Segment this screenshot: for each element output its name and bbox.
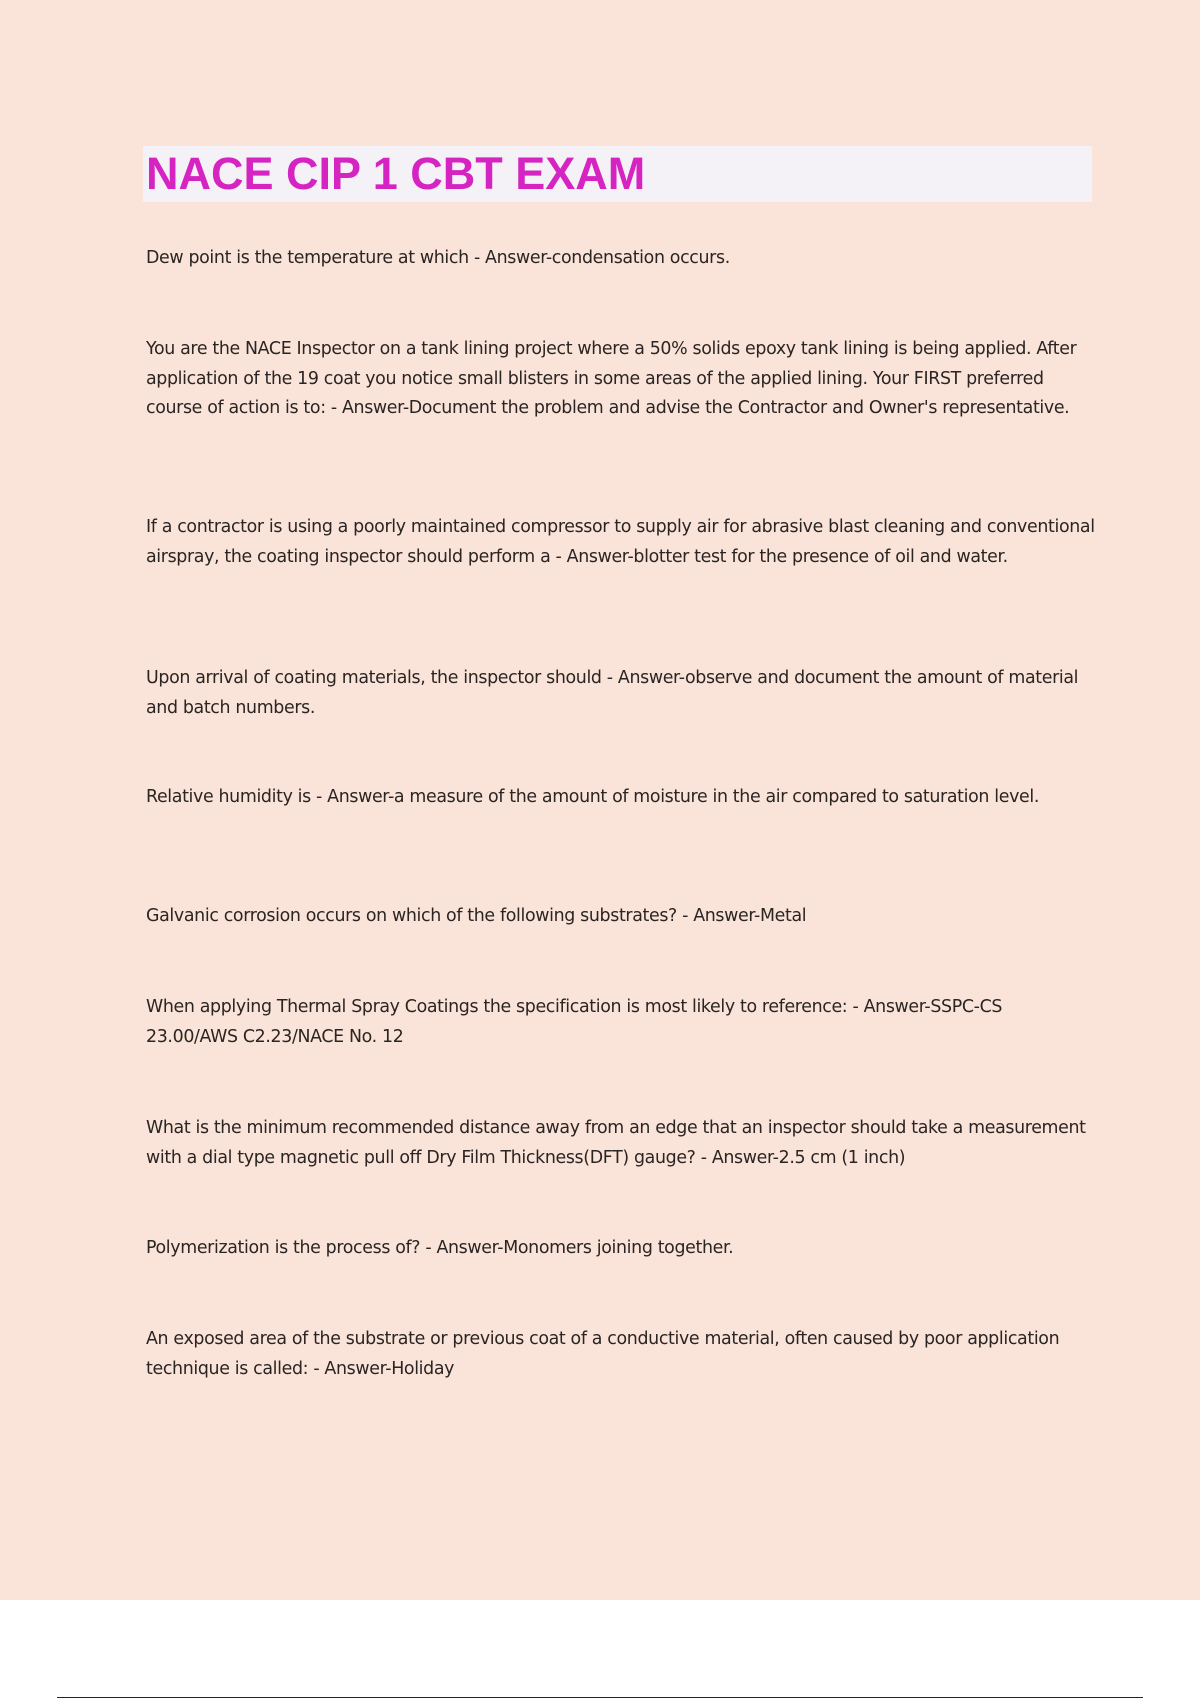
title-banner [143,146,1092,202]
qa-item-6: Galvanic corrosion occurs on which of the following substrates? - Answer-Metal [146,906,807,926]
qa-item-8: What is the minimum recommended distance away from an edge that an inspector should take a measurement with a dial type magnetic pull off Dry Film Thickness(DFT) gauge? - Answer-2.5 cm (1 inch) [146,1118,1086,1168]
document-title: NACE CIP 1 CBT EXAM [146,148,646,199]
qa-item-9: Polymerization is the process of? - Answer-Monomers joining together. [146,1238,734,1258]
qa-item-4: Upon arrival of coating materials, the inspector should - Answer-observe and document the amount of material and batch numbers. [146,668,1079,718]
qa-item-1: Dew point is the temperature at which - Answer-condensation occurs. [146,248,730,268]
qa-item-5: Relative humidity is - Answer-a measure of the amount of moisture in the air compared to saturation level. [146,787,1040,807]
qa-item-2: You are the NACE Inspector on a tank lining project where a 50% solids epoxy tank lining is being applied. After application of the 19 coat you notice small blisters in some areas of the applied lining. Your FIRST preferred course of action is to: - Answer-Document the problem and advise the Contractor and Owner's representative. [146,339,1077,418]
footer-divider [57,1697,1143,1698]
qa-item-10: An exposed area of the substrate or previous coat of a conductive material, often caused by poor application technique is called: - Answer-Holiday [146,1329,1060,1379]
qa-item-7: When applying Thermal Spray Coatings the specification is most likely to reference: - Answer-SSPC-CS 23.00/AWS C2.23/NACE No. 12 [146,997,1003,1047]
qa-item-3: If a contractor is using a poorly maintained compressor to supply air for abrasive blast cleaning and conventional airspray, the coating inspector should perform a - Answer-blotter test for the presence of oil and water. [146,517,1095,567]
